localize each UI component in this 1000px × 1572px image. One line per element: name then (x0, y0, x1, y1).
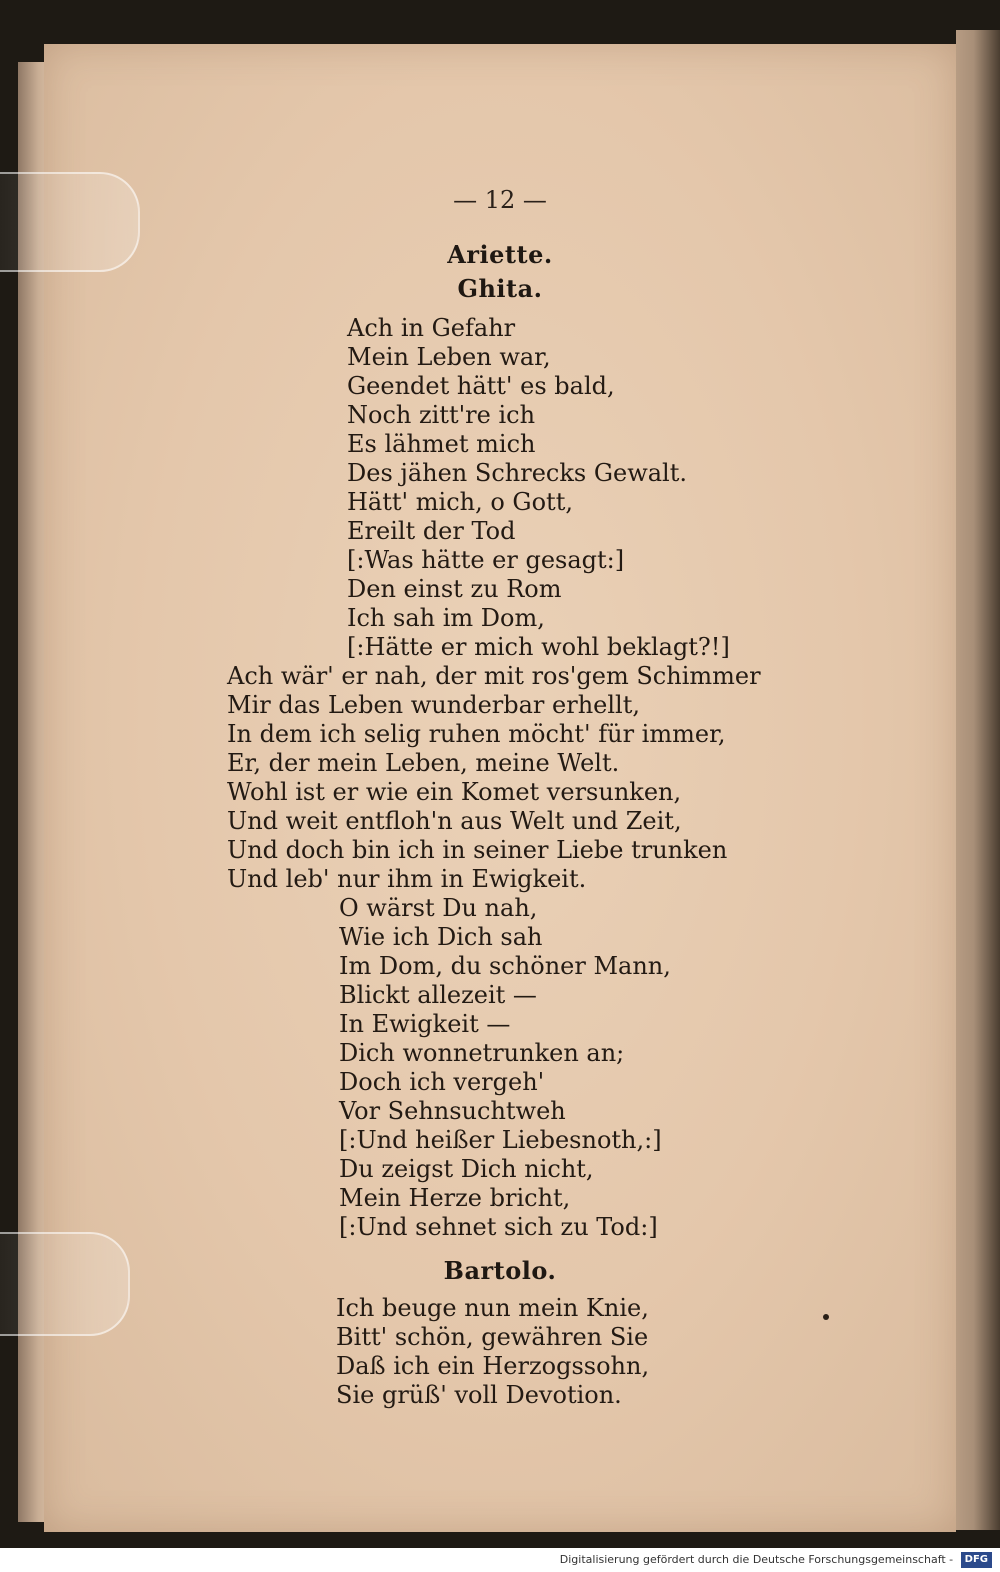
verse-line: Bitt' schön, gewähren Sie (336, 1323, 649, 1351)
verse-line: Und weit entfloh'n aus Welt und Zeit, (227, 807, 682, 835)
verse-line: Im Dom, du schöner Mann, (339, 952, 671, 980)
verse-line: Geendet hätt' es bald, (347, 372, 615, 400)
speaker-heading-bartolo: Bartolo. (443, 1256, 557, 1285)
verse-line: Blickt allezeit — (339, 981, 537, 1009)
verse-line: Mir das Leben wunderbar erhellt, (227, 691, 640, 719)
verse-block-4 (336, 1294, 649, 1410)
dfg-logo: DFG (961, 1552, 992, 1568)
verse-line: In Ewigkeit — (339, 1010, 511, 1038)
ink-speck (823, 1314, 829, 1320)
verse-block-1 (347, 314, 730, 662)
book-page (44, 44, 956, 1532)
verse-line: Du zeigst Dich nicht, (339, 1155, 594, 1183)
verse-line: [:Hätte er mich wohl beklagt?!] (347, 633, 730, 661)
page-number: — 12 — (453, 186, 547, 214)
verse-line: Des jähen Schrecks Gewalt. (347, 459, 688, 487)
footer-text: Digitalisierung gefördert durch die Deutsche Forschungsgemeinschaft - (559, 1553, 954, 1566)
speaker-heading-ghita: Ghita. (457, 274, 543, 303)
verse-line: Wohl ist er wie ein Komet versunken, (227, 778, 682, 806)
verse-line: Den einst zu Rom (347, 575, 562, 603)
verse-line: Sie grüß' voll Devotion. (336, 1381, 622, 1409)
verse-line: Mein Leben war, (347, 343, 551, 371)
verse-line: Ereilt der Tod (347, 517, 516, 545)
verse-line: Er, der mein Leben, meine Welt. (227, 749, 620, 777)
verse-line: [:Und heißer Liebesnoth,:] (339, 1126, 662, 1154)
verse-line: In dem ich selig ruhen möcht' für immer, (227, 720, 726, 748)
verse-line: Ach wär' er nah, der mit ros'gem Schimmer (227, 662, 761, 690)
verse-line: Noch zitt're ich (347, 401, 536, 429)
paper-clip-top (0, 172, 140, 272)
verse-line: Ich sah im Dom, (347, 604, 545, 632)
section-heading: Ariette. (447, 240, 553, 269)
scan-right-edge (956, 30, 1000, 1530)
verse-line: [:Was hätte er gesagt:] (347, 546, 625, 574)
digitization-footer (0, 1548, 1000, 1572)
verse-line: Ach in Gefahr (347, 314, 516, 342)
verse-block-3 (339, 894, 671, 1242)
verse-line: Mein Herze bricht, (339, 1184, 571, 1212)
verse-line: O wärst Du nah, (339, 894, 538, 922)
verse-line: Vor Sehnsuchtweh (339, 1097, 566, 1125)
verse-line: Wie ich Dich sah (339, 923, 543, 951)
verse-line: Und leb' nur ihm in Ewigkeit. (227, 865, 587, 893)
verse-line: Es lähmet mich (347, 430, 536, 458)
verse-line: Hätt' mich, o Gott, (347, 488, 573, 516)
verse-line: [:Und sehnet sich zu Tod:] (339, 1213, 658, 1241)
verse-line: Doch ich vergeh' (339, 1068, 545, 1096)
verse-line: Dich wonnetrunken an; (339, 1039, 625, 1067)
verse-line: Daß ich ein Herzogssohn, (336, 1352, 650, 1380)
paper-clip-bottom (0, 1232, 130, 1336)
verse-block-2 (227, 662, 761, 894)
verse-line: Und doch bin ich in seiner Liebe trunken (227, 836, 728, 864)
verse-line: Ich beuge nun mein Knie, (336, 1294, 649, 1322)
